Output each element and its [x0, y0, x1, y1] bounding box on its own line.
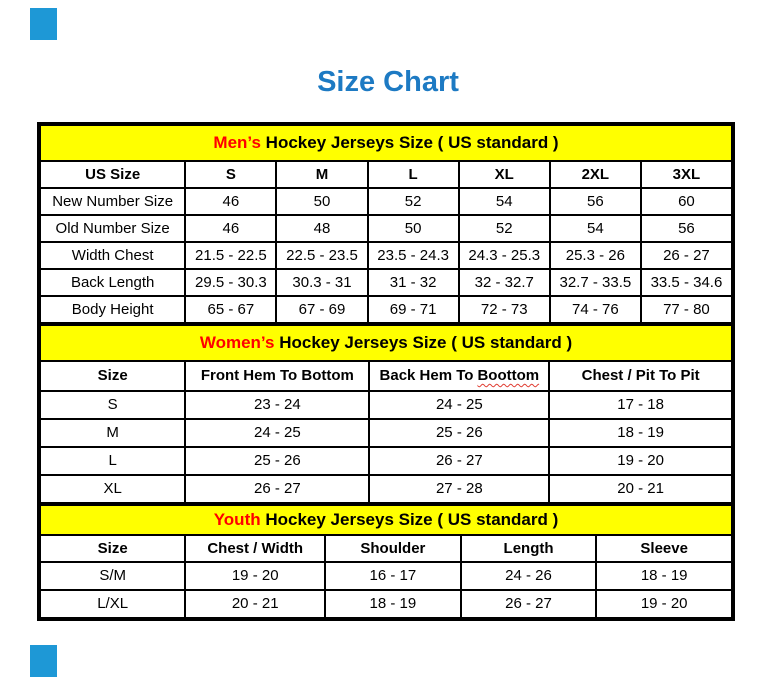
data-cell: 69 - 71 — [368, 296, 459, 323]
data-cell: 19 - 20 — [549, 447, 732, 475]
header-cell: L — [368, 161, 459, 188]
womens-banner-highlight: Women’s — [199, 333, 275, 353]
data-cell: 50 — [276, 188, 367, 215]
mens-banner-highlight: Men’s — [213, 133, 261, 153]
data-cell: 74 - 76 — [550, 296, 641, 323]
header-cell: 2XL — [550, 161, 641, 188]
womens-section-banner — [40, 325, 732, 361]
header-cell: S — [185, 161, 276, 188]
header-cell: 3XL — [641, 161, 732, 188]
table-row — [40, 125, 732, 161]
misspelled-word: Boottom — [477, 367, 540, 385]
page-title: Size Chart — [317, 66, 459, 98]
mens-banner-text: Hockey Jerseys Size ( US standard ) — [260, 133, 559, 153]
data-cell: 56 — [550, 188, 641, 215]
table-row — [40, 419, 732, 447]
table-row — [40, 242, 732, 269]
decor-blue-square-top — [30, 8, 57, 40]
data-cell: 60 — [641, 188, 732, 215]
header-cell: XL — [459, 161, 550, 188]
data-cell: 24.3 - 25.3 — [459, 242, 550, 269]
data-cell: 24 - 26 — [461, 562, 597, 590]
size-chart-container — [37, 122, 735, 621]
row-label: S/M — [40, 562, 185, 590]
data-cell: 26 - 27 — [369, 447, 549, 475]
data-cell: 56 — [641, 215, 732, 242]
table-row — [40, 475, 732, 503]
data-cell: 26 - 27 — [641, 242, 732, 269]
table-row — [40, 505, 732, 535]
row-label: Width Chest — [40, 242, 185, 269]
data-cell: 24 - 25 — [185, 419, 369, 447]
table-row — [40, 188, 732, 215]
table-row — [40, 361, 732, 391]
table-row — [40, 215, 732, 242]
header-cell: US Size — [40, 161, 185, 188]
row-label: Old Number Size — [40, 215, 185, 242]
data-cell: 26 - 27 — [461, 590, 597, 618]
header-cell: Sleeve — [596, 535, 732, 562]
womens-banner-text: Hockey Jerseys Size ( US standard ) — [274, 333, 573, 353]
header-cell: Length — [461, 535, 597, 562]
row-label: L/XL — [40, 590, 185, 618]
table-row — [40, 161, 732, 188]
table-row — [40, 296, 732, 323]
data-cell: 19 - 20 — [596, 590, 732, 618]
header-cell: Size — [40, 361, 185, 391]
data-cell: 27 - 28 — [369, 475, 549, 503]
header-cell — [369, 361, 549, 391]
mens-size-table — [39, 124, 733, 324]
row-label: S — [40, 391, 185, 419]
table-row — [40, 590, 732, 618]
data-cell: 25.3 - 26 — [550, 242, 641, 269]
womens-size-table — [39, 324, 733, 504]
data-cell: 46 — [185, 188, 276, 215]
data-cell: 17 - 18 — [549, 391, 732, 419]
row-label: Back Length — [40, 269, 185, 296]
data-cell: 32 - 32.7 — [459, 269, 550, 296]
data-cell: 54 — [459, 188, 550, 215]
decor-blue-square-bottom — [30, 645, 57, 677]
data-cell: 20 - 21 — [185, 590, 325, 618]
data-cell: 19 - 20 — [185, 562, 325, 590]
data-cell: 30.3 - 31 — [276, 269, 367, 296]
header-cell: Chest / Width — [185, 535, 325, 562]
row-label: Body Height — [40, 296, 185, 323]
table-row — [40, 562, 732, 590]
data-cell: 50 — [368, 215, 459, 242]
data-cell: 65 - 67 — [185, 296, 276, 323]
data-cell: 48 — [276, 215, 367, 242]
data-cell: 21.5 - 22.5 — [185, 242, 276, 269]
data-cell: 54 — [550, 215, 641, 242]
row-label: M — [40, 419, 185, 447]
youth-section-banner — [40, 505, 732, 535]
data-cell: 31 - 32 — [368, 269, 459, 296]
data-cell: 18 - 19 — [325, 590, 461, 618]
table-row — [40, 447, 732, 475]
header-cell: Shoulder — [325, 535, 461, 562]
data-cell: 67 - 69 — [276, 296, 367, 323]
data-cell: 23.5 - 24.3 — [368, 242, 459, 269]
data-cell: 23 - 24 — [185, 391, 369, 419]
table-row — [40, 269, 732, 296]
data-cell: 25 - 26 — [185, 447, 369, 475]
data-cell: 33.5 - 34.6 — [641, 269, 732, 296]
data-cell: 52 — [459, 215, 550, 242]
data-cell: 26 - 27 — [185, 475, 369, 503]
mens-section-banner — [40, 125, 732, 161]
row-label: New Number Size — [40, 188, 185, 215]
youth-banner-highlight: Youth — [213, 510, 261, 530]
table-row — [40, 535, 732, 562]
header-cell: Chest / Pit To Pit — [549, 361, 732, 391]
data-cell: 24 - 25 — [369, 391, 549, 419]
data-cell: 52 — [368, 188, 459, 215]
data-cell: 18 - 19 — [596, 562, 732, 590]
data-cell: 18 - 19 — [549, 419, 732, 447]
header-text: Back Hem To — [379, 367, 474, 385]
table-row — [40, 325, 732, 361]
header-cell: Size — [40, 535, 185, 562]
table-row — [40, 391, 732, 419]
row-label: XL — [40, 475, 185, 503]
data-cell: 29.5 - 30.3 — [185, 269, 276, 296]
youth-size-table — [39, 504, 733, 619]
data-cell: 25 - 26 — [369, 419, 549, 447]
data-cell: 77 - 80 — [641, 296, 732, 323]
data-cell: 46 — [185, 215, 276, 242]
data-cell: 22.5 - 23.5 — [276, 242, 367, 269]
row-label: L — [40, 447, 185, 475]
data-cell: 16 - 17 — [325, 562, 461, 590]
data-cell: 32.7 - 33.5 — [550, 269, 641, 296]
header-cell: Front Hem To Bottom — [185, 361, 369, 391]
data-cell: 20 - 21 — [549, 475, 732, 503]
youth-banner-text: Hockey Jerseys Size ( US standard ) — [260, 510, 559, 530]
data-cell: 72 - 73 — [459, 296, 550, 323]
header-cell: M — [276, 161, 367, 188]
